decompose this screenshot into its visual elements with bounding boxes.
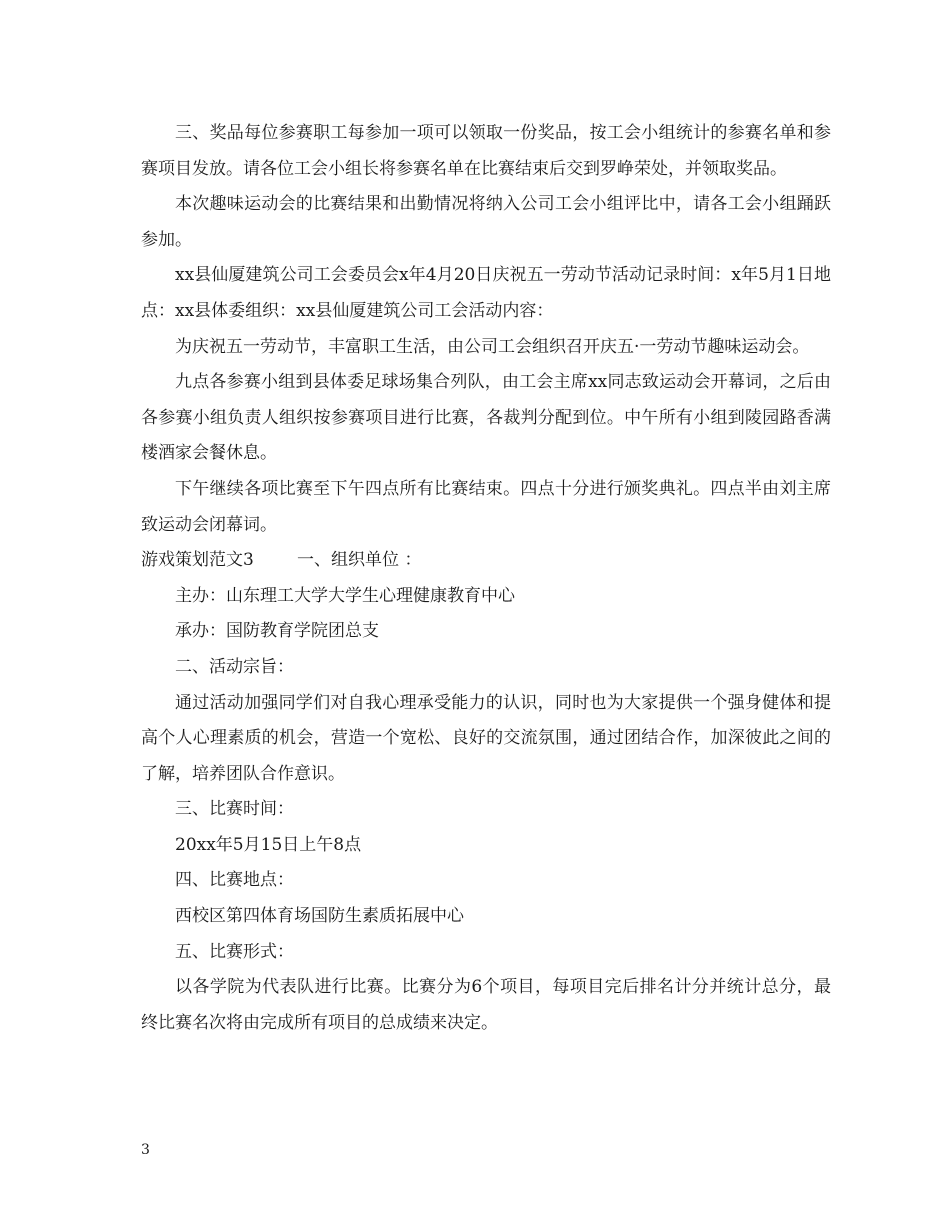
paragraph-afternoon-schedule: 下午继续各项比赛至下午四点所有比赛结束。四点十分进行颁奖典礼。四点半由刘主席致运动会闭幕词。: [141, 478, 831, 535]
paragraph-competition-format: 以各学院为代表队进行比赛。比赛分为6个项目，每项目完后排名计分并统计总分，最终比赛名次将由完成所有项目的总成绩来决定。: [141, 977, 831, 1033]
document-body: [141, 116, 831, 1041]
heading-competition-format: 五、比赛形式：: [175, 941, 294, 962]
paragraph-prizes: 三、奖品每位参赛职工每参加一项可以领取一份奖品，按工会小组统计的参赛名单和参赛项目发放。请各位工会小组长将参赛名单在比赛结束后交到罗峥荣处，并领取奖品。: [141, 123, 831, 179]
heading-competition-time: 三、比赛时间：: [175, 799, 294, 820]
paragraph-competition-time: 20xx年5月15日上午8点: [175, 834, 362, 855]
paragraph-activity-aim: 通过活动加强同学们对自我心理承受能力的认识，同时也为大家提供一个强身健体和提高个人心理素质的机会，营造一个宽松、良好的交流氛围，通过团结合作，加深彼此之间的了解，培养团队合作意识。: [141, 692, 831, 784]
heading-competition-venue: 四、比赛地点：: [175, 870, 294, 891]
paragraph-purpose: 为庆祝五一劳动节，丰富职工生活，由公司工会组织召开庆五·一劳动节趣味运动会。: [175, 336, 810, 357]
heading-activity-aim: 二、活动宗旨：: [175, 656, 294, 677]
paragraph-activity-record: xx县仙厦建筑公司工会委员会x年4月20日庆祝五一劳动节活动记录时间：x年5月1日地点：xx县体委组织：xx县仙厦建筑公司工会活动内容：: [141, 265, 831, 321]
paragraph-competition-venue: 西校区第四体育场国防生素质拓展中心: [175, 906, 464, 927]
paragraph-results-note: 本次趣味运动会的比赛结果和出勤情况将纳入公司工会小组评比中，请各工会小组踊跃参加。: [141, 194, 831, 250]
paragraph-morning-schedule: 九点各参赛小组到县体委足球场集合列队，由工会主席xx同志致运动会开幕词，之后由各参赛小组负责人组织按参赛项目进行比赛，各裁判分配到位。中午所有小组到陵园路香满楼酒家会餐休息。: [141, 372, 831, 464]
paragraph-organizer: 主办：山东理工大学大学生心理健康教育中心: [175, 585, 515, 606]
section-heading-template-3: 游戏策划范文3 一、组织单位 ：: [141, 550, 422, 571]
paragraph-co-organizer: 承办：国防教育学院团总支: [175, 621, 379, 642]
page-number: 3: [141, 1142, 150, 1158]
